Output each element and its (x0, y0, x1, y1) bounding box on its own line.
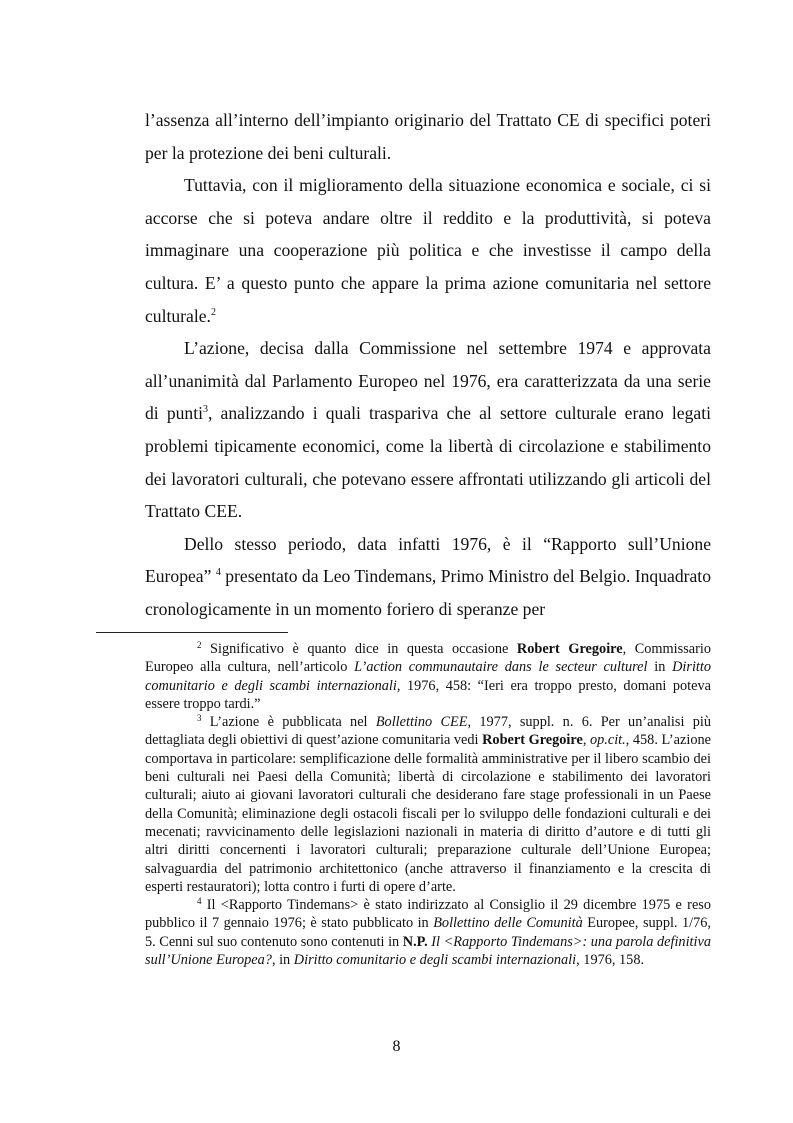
paragraph-3 (145, 332, 711, 528)
footnote-2-journal: Diritto comunitario e degli scambi internazionali (145, 659, 712, 694)
footnote-3-text-4: , 458. L’azione comportava in particolare: semplificazione delle formalità amministrative per il libero scambio dei beni culturali nei Paesi della Comunità; libertà di circolazione e stabilimento dei lavoratori culturali; aiuto ai giovani lavoratori culturali che desiderano fare stage professionali in un Paese della Comunità; eliminazione degli ostacoli fiscali per lo sviluppo delle fondazioni culturali e dei mecenati; ravvicinamento delle legislazioni nazionali in materia di diritto d’autore e di tutti gli altri diritti concernenti i lavoratori culturali; preparazione culturale dell’Unione Europea; salvaguardia del patrimonio architettonico (anche attraverso il finanziamento e la crescita di esperti restauratori); lotta contro i furti di opere d’arte. (145, 732, 711, 895)
footnote-ref-3[interactable]: 3 (203, 404, 208, 416)
footnote-4-title: Il <Rapporto Tindemans>: una parola definitiva sull’Unione Europea? (145, 933, 711, 969)
footnote-ref-4[interactable]: 4 (215, 567, 221, 579)
footnote-2-author: Robert Gregoire (516, 641, 623, 657)
paragraph-3-text-b: , analizzando i quali traspariva che al settore culturale erano legati problemi tipicamente economici, come la libertà di circolazione e stabilimento dei lavoratori culturali, che potevano essere affrontati utilizzando gli articoli del Trattato CEE. (145, 403, 711, 522)
footnote-3 (145, 713, 711, 896)
page-number: 8 (392, 1038, 401, 1055)
footnote-3-bulletin: Bollettino CEE (375, 714, 468, 731)
footnote-2-text-2: , Commissario Europeo alla cultura, nell’articolo (145, 641, 711, 676)
footnote-4-text-1: Il <Rapporto Tindemans> è stato indirizzato al Consiglio il 29 dicembre 1975 e reso pubblico il 7 gennaio 1976; è stato pubblicato in (145, 897, 711, 932)
paragraph-2 (145, 169, 711, 332)
main-text (145, 104, 711, 626)
paragraph-4-text-b: presentato da Leo Tindemans, Primo Ministro del Belgio. Inquadrato cronologicamente in un momento foriero di speranze per (145, 566, 711, 619)
footnote-2-text-3: in (647, 659, 673, 676)
footnote-2-text-4: , 1976, 458: “Ieri era troppo presto, domani poteva essere troppo tardi.” (145, 677, 711, 712)
footnote-2 (145, 640, 711, 713)
footnote-4-journal: Diritto comunitario e degli scambi internazionali (293, 952, 577, 969)
paragraph-4 (145, 528, 711, 626)
footnote-4-author: N.P. (402, 933, 428, 950)
paragraph-4-text-a: Dello stesso periodo, data infatti 1976, è il “Rapporto sull’Unione Europea” (145, 533, 711, 587)
paragraph-1: l’assenza all’interno dell’impianto originario del Trattato CE di specifici poteri per la protezione dei beni culturali. (145, 110, 711, 163)
footnote-2-article-title: L’action communautaire dans le secteur culturel (354, 659, 648, 676)
footnote-2-text-1: Significativo è quanto dice in questa occasione (201, 641, 517, 657)
footnote-3-opcit: op.cit. (589, 732, 626, 749)
footnote-3-text-2: , 1977, suppl. n. 6. Per un’analisi più dettagliata degli obiettivi di quest’azione comunitaria vedi (145, 714, 711, 749)
paragraph-3-text-a: L’azione, decisa dalla Commissione nel settembre 1974 e approvata all’unanimità dal Parlamento Europeo nel 1976, era caratterizzata da una serie di punti (145, 338, 711, 424)
footnote-3-number: 3 (197, 713, 202, 724)
footnotes (145, 640, 711, 969)
footnote-4 (145, 896, 711, 969)
footnote-3-author: Robert Gregoire (482, 732, 583, 749)
footnote-4-bulletin: Bollettino delle Comunità (433, 915, 583, 932)
footnote-3-text-3: , (582, 732, 590, 749)
footnote-4-text-4: , in (271, 952, 294, 969)
footnote-separator (96, 632, 288, 633)
footnote-2-number: 2 (197, 640, 202, 650)
footnote-3-text-1: L’azione è pubblicata nel (201, 714, 376, 731)
footnote-4-text-5: , 1976, 158. (576, 952, 645, 969)
paragraph-2-text: Tuttavia, con il miglioramento della situazione economica e sociale, ci si accorse che si poteva andare oltre il reddito e la produttività, si poteva immaginare una cooperazione più politica e che investisse il campo della cultura. E’ a questo punto che appare la prima azione comunitaria nel settore culturale. (145, 175, 711, 326)
footnote-ref-2[interactable]: 2 (210, 306, 216, 318)
footnote-4-text-2: Europee, suppl. 1/76, 5. Cenni sul suo contenuto sono contenuti in (145, 915, 711, 950)
footnote-4-number: 4 (197, 896, 202, 907)
